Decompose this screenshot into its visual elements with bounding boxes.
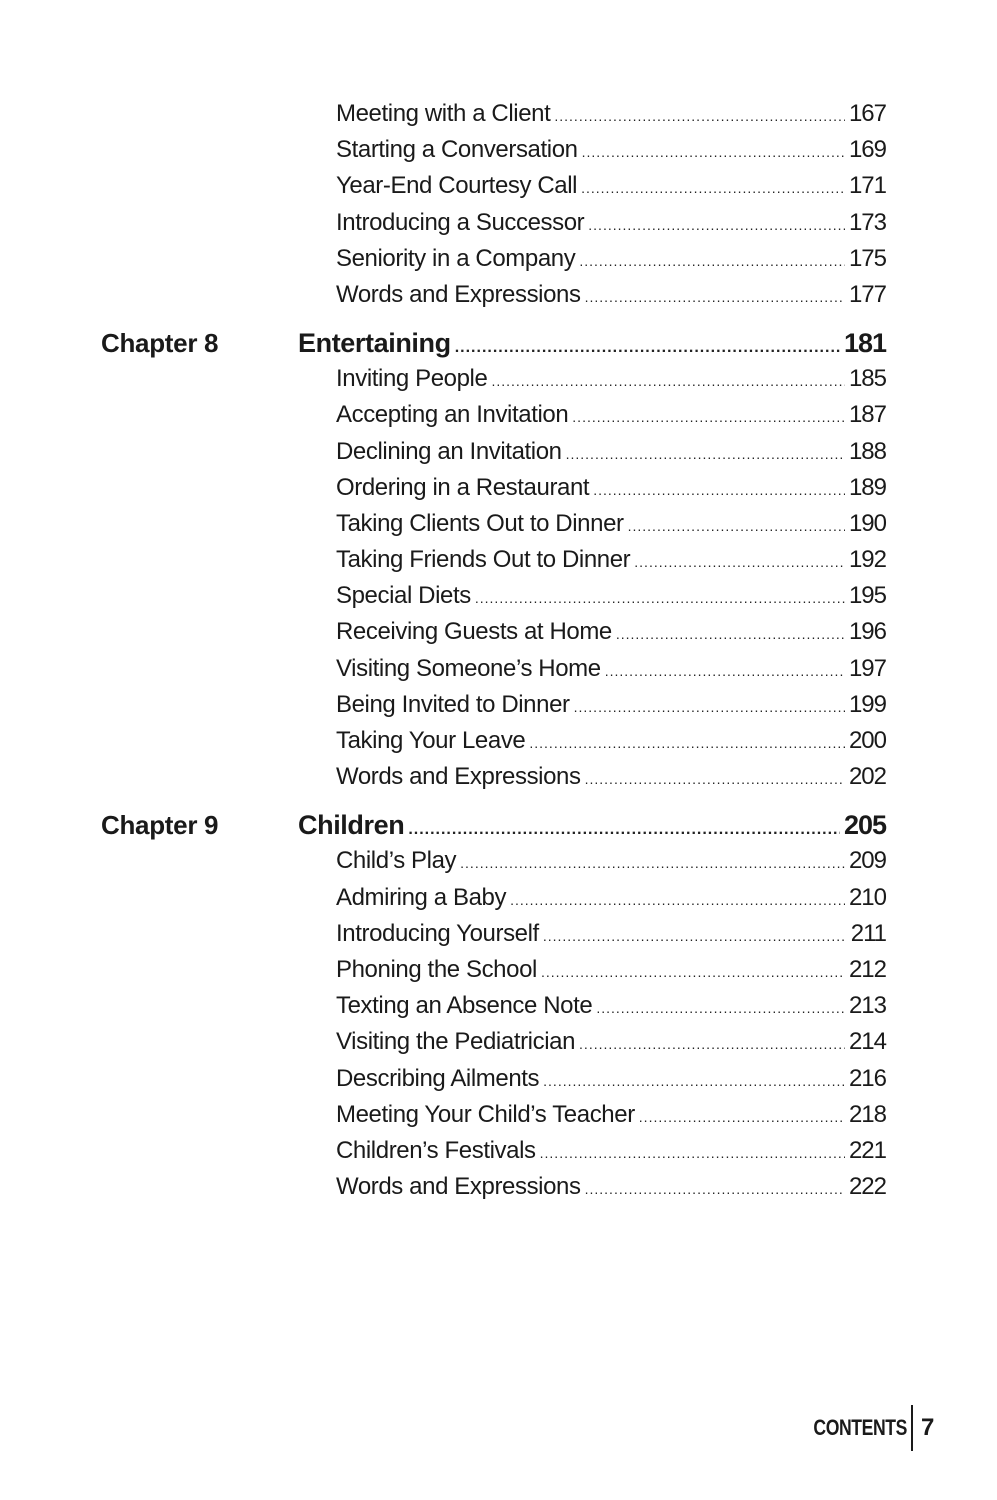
chapter-heading-row xyxy=(0,807,997,843)
toc-entry-row xyxy=(0,542,997,578)
entry-page-number: 195 xyxy=(848,582,886,610)
dot-leader xyxy=(634,544,845,580)
dot-leader xyxy=(639,1099,845,1135)
dot-leader xyxy=(529,725,845,761)
dot-leader xyxy=(491,363,845,399)
entry-page-number: 169 xyxy=(848,136,886,164)
toc-entry[interactable] xyxy=(336,277,886,315)
entry-page-number: 167 xyxy=(848,100,886,127)
entry-title: Introducing Yourself xyxy=(336,919,539,947)
toc-entry-row xyxy=(0,434,997,470)
entry-page-number: 213 xyxy=(848,992,886,1020)
toc-entry-row xyxy=(0,614,997,650)
toc-entry-row xyxy=(0,361,997,397)
toc-entry[interactable] xyxy=(336,1097,886,1135)
entry-page-number: 187 xyxy=(848,401,886,429)
chapter-title: Entertaining xyxy=(298,328,451,359)
table-of-contents xyxy=(0,96,997,1205)
toc-entry[interactable] xyxy=(336,952,886,990)
toc-entry[interactable] xyxy=(336,687,886,725)
entry-title: Receiving Guests at Home xyxy=(336,618,612,646)
toc-entry[interactable] xyxy=(336,542,886,580)
entry-title: Words and Expressions xyxy=(336,280,581,308)
toc-entry[interactable] xyxy=(336,1133,886,1171)
dot-leader xyxy=(540,1135,845,1171)
entry-page-number: 218 xyxy=(848,1100,886,1128)
entry-page-number: 185 xyxy=(848,365,886,393)
entry-title: Being Invited to Dinner xyxy=(336,690,570,718)
entry-page-number: 199 xyxy=(848,690,886,718)
entry-title: Children’s Festivals xyxy=(336,1136,536,1164)
toc-entry-row xyxy=(0,916,997,952)
toc-entry-row xyxy=(0,470,997,506)
toc-entry-row xyxy=(0,397,997,433)
toc-entry[interactable] xyxy=(336,1061,886,1099)
toc-entry-row xyxy=(0,205,997,241)
entry-title: Ordering in a Restaurant xyxy=(336,473,590,501)
toc-entry-row xyxy=(0,96,997,132)
entry-page-number: 211 xyxy=(850,919,886,947)
toc-entry-row xyxy=(0,952,997,988)
toc-entry-row xyxy=(0,1061,997,1097)
dot-leader xyxy=(543,1063,845,1099)
toc-entry[interactable] xyxy=(336,470,886,508)
entry-page-number: 190 xyxy=(848,509,886,537)
toc-entry-row xyxy=(0,1169,997,1205)
entry-title: Child’s Play xyxy=(336,847,457,875)
toc-entry-row xyxy=(0,1024,997,1060)
dot-leader xyxy=(579,243,845,279)
dot-leader xyxy=(475,580,845,616)
entry-title: Describing Ailments xyxy=(336,1064,540,1092)
dot-leader xyxy=(581,170,845,206)
dot-leader xyxy=(582,134,845,170)
dot-leader xyxy=(541,954,845,990)
entry-title: Meeting with a Client xyxy=(336,100,551,127)
toc-entry-row xyxy=(0,506,997,542)
entry-title: Visiting the Pediatrician xyxy=(336,1028,576,1056)
entry-title: Starting a Conversation xyxy=(336,136,578,164)
toc-entry[interactable] xyxy=(336,434,886,472)
entry-title: Words and Expressions xyxy=(336,1173,581,1201)
toc-entry[interactable] xyxy=(336,916,886,954)
toc-entry[interactable] xyxy=(336,241,886,279)
entry-title: Taking Your Leave xyxy=(336,727,526,754)
dot-leader xyxy=(574,689,845,725)
chapter-page-number: 181 xyxy=(843,328,886,359)
dot-leader xyxy=(460,845,845,881)
toc-entry[interactable] xyxy=(336,614,886,652)
dot-leader xyxy=(628,508,845,544)
entry-page-number: 197 xyxy=(848,654,886,682)
entry-title: Inviting People xyxy=(336,365,488,393)
entry-page-number: 210 xyxy=(848,883,886,911)
dot-leader xyxy=(593,472,845,508)
chapter-title: Children xyxy=(298,810,405,841)
chapter-page-number: 205 xyxy=(843,810,886,841)
toc-entry[interactable] xyxy=(336,506,886,544)
toc-entry[interactable] xyxy=(336,205,886,243)
dot-leader xyxy=(585,279,845,315)
entry-page-number: 196 xyxy=(848,618,886,646)
chapter-title-entry[interactable] xyxy=(298,325,886,366)
dot-leader xyxy=(588,207,845,243)
toc-entry-row xyxy=(0,168,997,204)
dot-leader xyxy=(585,1171,845,1207)
toc-entry[interactable] xyxy=(336,361,886,399)
toc-entry-row xyxy=(0,651,997,687)
entry-page-number: 214 xyxy=(848,1028,886,1056)
toc-entry[interactable] xyxy=(336,168,886,206)
toc-entry[interactable] xyxy=(336,651,886,689)
entry-page-number: 189 xyxy=(848,473,886,501)
toc-entry-row xyxy=(0,277,997,313)
entry-page-number: 202 xyxy=(848,763,886,791)
entry-page-number: 177 xyxy=(848,280,886,308)
entry-page-number: 212 xyxy=(848,955,886,983)
toc-entry-row xyxy=(0,132,997,168)
dot-leader xyxy=(579,1026,845,1062)
toc-entry[interactable] xyxy=(336,723,886,761)
toc-entry[interactable] xyxy=(336,759,886,797)
dot-leader xyxy=(554,98,845,134)
page-footer xyxy=(790,1404,934,1452)
chapter-label: Chapter 8 xyxy=(101,328,219,359)
toc-entry[interactable] xyxy=(336,988,886,1026)
toc-entry-row xyxy=(0,1133,997,1169)
toc-entry-row xyxy=(0,843,997,879)
entry-title: Admiring a Baby xyxy=(336,883,507,911)
toc-entry-row xyxy=(0,578,997,614)
entry-title: Taking Clients Out to Dinner xyxy=(336,509,624,537)
entry-title: Taking Friends Out to Dinner xyxy=(336,546,631,574)
page-number: 7 xyxy=(921,1414,935,1441)
chapter-label: Chapter 9 xyxy=(101,810,219,841)
chapter-title-entry[interactable] xyxy=(298,807,886,848)
entry-page-number: 173 xyxy=(848,208,886,236)
toc-entry[interactable] xyxy=(336,397,886,435)
dot-leader xyxy=(543,918,847,954)
toc-entry[interactable] xyxy=(336,1024,886,1062)
entry-title: Accepting an Invitation xyxy=(336,401,569,429)
toc-entry[interactable] xyxy=(336,1169,886,1207)
entry-title: Meeting Your Child’s Teacher xyxy=(336,1100,635,1128)
entry-page-number: 200 xyxy=(848,727,886,754)
dot-leader xyxy=(566,436,845,472)
entry-title: Introducing a Successor xyxy=(336,208,585,236)
dot-leader xyxy=(572,399,845,435)
entry-title: Declining an Invitation xyxy=(336,437,562,465)
toc-entry-row xyxy=(0,1097,997,1133)
dot-leader xyxy=(605,653,845,689)
toc-section xyxy=(0,96,997,313)
toc-entry[interactable] xyxy=(336,132,886,170)
footer-divider xyxy=(911,1405,913,1451)
toc-entry[interactable] xyxy=(336,578,886,616)
toc-entry-row xyxy=(0,241,997,277)
toc-entry-row xyxy=(0,723,997,759)
toc-entry-row xyxy=(0,988,997,1024)
entry-page-number: 192 xyxy=(848,546,886,574)
entry-page-number: 188 xyxy=(848,437,886,465)
entry-page-number: 222 xyxy=(848,1173,886,1201)
toc-entry-row xyxy=(0,687,997,723)
toc-entry-row xyxy=(0,880,997,916)
dot-leader xyxy=(510,882,845,918)
entry-title: Visiting Someone’s Home xyxy=(336,654,601,682)
running-footer-label: CONTENTS xyxy=(813,1415,907,1440)
dot-leader xyxy=(585,761,845,797)
entry-title: Seniority in a Company xyxy=(336,244,576,272)
entry-page-number: 216 xyxy=(848,1064,886,1092)
entry-page-number: 175 xyxy=(848,244,886,272)
toc-section xyxy=(0,325,997,795)
entry-title: Phoning the School xyxy=(336,955,537,983)
dot-leader xyxy=(616,616,845,652)
dot-leader xyxy=(596,990,845,1026)
entry-page-number: 209 xyxy=(848,847,886,875)
chapter-heading-row xyxy=(0,325,997,361)
toc-entry-row xyxy=(0,759,997,795)
entry-title: Words and Expressions xyxy=(336,763,581,791)
toc-entry[interactable] xyxy=(336,843,886,881)
entry-title: Texting an Absence Note xyxy=(336,992,593,1020)
toc-entry[interactable] xyxy=(336,880,886,918)
entry-title: Special Diets xyxy=(336,582,471,610)
entry-title: Year-End Courtesy Call xyxy=(336,172,578,200)
toc-section xyxy=(0,807,997,1205)
entry-page-number: 221 xyxy=(848,1136,886,1164)
toc-entry[interactable] xyxy=(336,96,886,134)
entry-page-number: 171 xyxy=(848,172,886,200)
